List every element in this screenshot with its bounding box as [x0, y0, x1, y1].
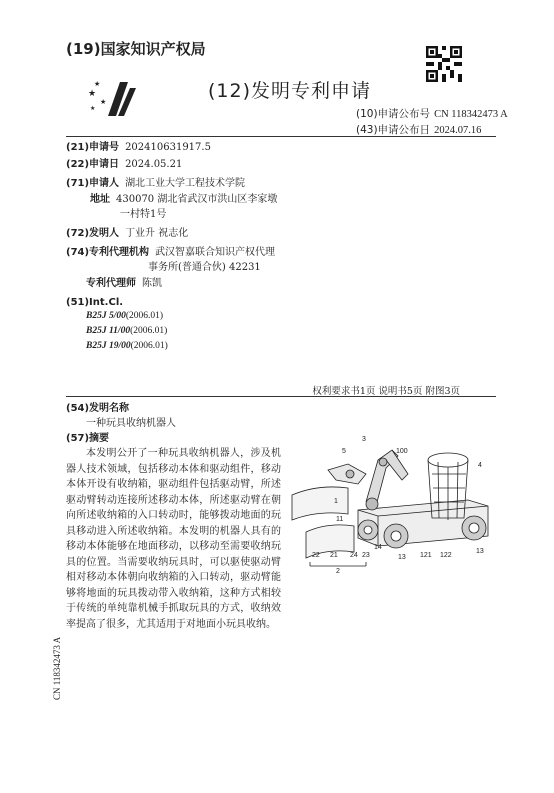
figure-label: 23 — [362, 552, 370, 559]
figure-label: 2 — [336, 568, 340, 575]
ipc-entry — [86, 326, 167, 336]
cnipa-emblem — [86, 78, 138, 118]
agency — [66, 245, 275, 260]
inventors — [66, 226, 188, 241]
figure-label: 24 — [350, 552, 358, 559]
svg-text:★: ★ — [88, 89, 97, 99]
patent-office: (19)国家知识产权局 — [66, 40, 206, 58]
address — [90, 192, 277, 207]
address-line1: 430070 湖北省武汉市洪山区李家墩 — [116, 194, 278, 205]
figure-label: 100 — [396, 448, 408, 455]
figure-label: 1 — [334, 498, 338, 505]
figure-label: 14 — [374, 544, 382, 551]
address-line2: 一村特1号 — [120, 209, 167, 220]
app-no-value: 202410631917.5 — [125, 142, 211, 153]
robot-figure — [288, 436, 498, 580]
ipc-code: B25J 11/00 — [86, 326, 131, 336]
address-cont — [120, 207, 166, 222]
pages-divider — [66, 396, 496, 397]
ipc-version: (2006.01) — [130, 341, 168, 351]
filing-date — [66, 157, 182, 172]
agency-line2: 事务所(普通合伙) 42231 — [148, 262, 261, 273]
pub-date-value: 2024.07.16 — [434, 125, 482, 136]
figure-label: 11 — [336, 516, 344, 523]
ipc-code: B25J 5/00 — [86, 311, 126, 321]
figure-label: 121 — [420, 552, 432, 559]
address-label: 地址 — [90, 194, 110, 205]
agency-cont — [148, 260, 261, 275]
filing-date-value: 2024.05.21 — [125, 159, 183, 170]
figure-label: 21 — [330, 552, 338, 559]
agent-value: 陈凯 — [142, 278, 162, 289]
qr-code — [426, 46, 462, 82]
ipc-heading — [66, 295, 123, 310]
header-divider — [66, 136, 496, 137]
agency-label: (74)专利代理机构 — [66, 247, 150, 258]
applicant-value: 湖北工业大学工程技术学院 — [125, 178, 246, 189]
ipc-version: (2006.01) — [130, 326, 168, 336]
figure-label: 13 — [398, 554, 406, 561]
figure-label: 5 — [342, 448, 346, 455]
page-count-info: 权利要求书1页 说明书5页 附图3页 — [312, 386, 460, 397]
filing-date-label: (22)申请日 — [66, 159, 120, 170]
agent-label: 专利代理师 — [86, 278, 136, 289]
invention-name-label: (54)发明名称 — [66, 403, 130, 414]
pub-number-value: CN 118342473 A — [434, 109, 508, 120]
abstract-heading — [66, 431, 109, 446]
abstract-label: (57)摘要 — [66, 433, 110, 444]
agency-line1: 武汉智嘉联合知识产权代理 — [155, 247, 276, 258]
ipc-label: (51)Int.Cl. — [66, 297, 124, 308]
app-no-label: (21)申请号 — [66, 142, 120, 153]
figure-label: 22 — [312, 552, 320, 559]
svg-text:★: ★ — [100, 98, 107, 106]
application-number — [66, 140, 211, 155]
ipc-code: B25J 19/00 — [86, 341, 131, 351]
figure-label: 122 — [440, 552, 452, 559]
ipc-entry — [86, 311, 163, 321]
publication-date — [356, 122, 481, 137]
pub-number-label: (10)申请公布号 — [356, 108, 431, 120]
pub-date-label: (43)申请公布日 — [356, 124, 431, 136]
side-publication-number: CN 118342473 A — [52, 636, 62, 700]
invention-name-heading — [66, 401, 129, 416]
applicant-label: (71)申请人 — [66, 178, 120, 189]
publication-number — [356, 106, 508, 121]
inventor-value: 丁业升 祝志化 — [125, 228, 189, 239]
document-type: (12)发明专利申请 — [208, 80, 372, 102]
ipc-version: (2006.01) — [125, 311, 164, 321]
invention-name-value: 一种玩具收纳机器人 — [86, 418, 176, 429]
abstract-text: 本发明公开了一种玩具收纳机器人，涉及机器人技术领域，包括移动本体和驱动组件，移动本体开设有收纳箱，驱动组件包括驱动臂，所述驱动臂转动连接所述移动本体，所述驱动臂在朝向所述收纳箱的入口转动时，能够拨动地面的玩具移动进入所述收纳箱。本发明的机器人具有的移动本体能够在地面移动，以移动至需要收纳玩具的位置。当需要收纳玩具时，可以驱使驱动臂相对移动本体朝向收纳箱的入口转动，驱动臂能够将地面的玩具拨动带入收纳箱，这种方式相较于传统的单纯靠机械手抓取玩具的方式，收纳效率提高了很多，尤其适用于对地面小玩具收纳。 — [66, 448, 281, 630]
figure-label: 3 — [362, 436, 366, 443]
invention-name — [86, 416, 176, 431]
figure-label: 13 — [476, 548, 484, 555]
applicant — [66, 176, 245, 191]
figure-label: 4 — [478, 462, 482, 469]
agent — [86, 276, 162, 291]
inventor-label: (72)发明人 — [66, 228, 120, 239]
ipc-entry — [86, 341, 168, 351]
svg-text:★: ★ — [90, 105, 96, 112]
svg-text:★: ★ — [94, 80, 101, 88]
